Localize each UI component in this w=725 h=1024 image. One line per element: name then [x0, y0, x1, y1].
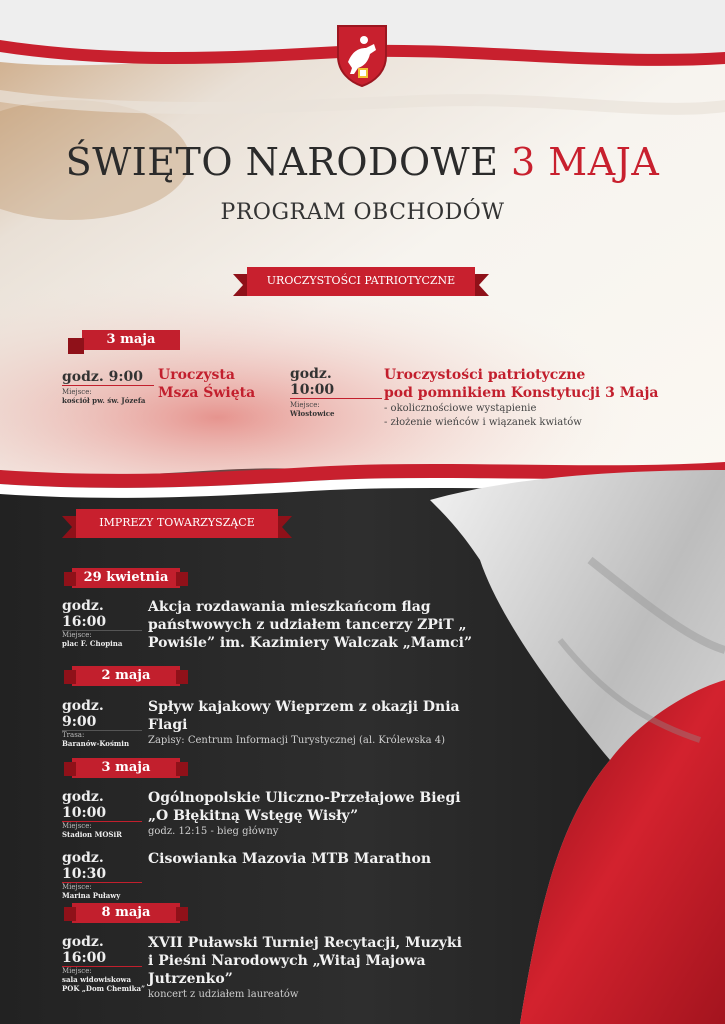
date-badge: 8 maja: [72, 903, 180, 923]
event-title: [148, 789, 478, 839]
event-note: koncert z udziałem laureatów: [148, 989, 299, 1000]
date-badge-tail: [64, 907, 76, 921]
date-badge-tail: [176, 762, 188, 776]
section-ribbon-patriotic: [233, 266, 489, 306]
event-time: godz. 9:00: [62, 369, 154, 386]
place-name: plac F. Chopina: [62, 639, 123, 648]
date-badge: 3 maja: [72, 758, 180, 778]
section-ribbon-accompanying: [62, 508, 292, 548]
title-accent: 3 MAJA: [511, 140, 660, 184]
place-label: Miejsce:: [62, 883, 92, 891]
page-title: [0, 140, 725, 184]
date-badge-tail: [176, 572, 188, 586]
event-note: - okolicznościowe wystąpienie: [384, 403, 537, 414]
date-badge: 3 maja: [82, 330, 180, 350]
place-name: POK „Dom Chemika”: [62, 984, 146, 993]
date-badge-tail: [64, 572, 76, 586]
event-title-line: „O Błękitną Wstęgę Wisły”: [148, 808, 359, 824]
date-badge: 2 maja: [72, 666, 180, 686]
coat-of-arms-icon: [334, 22, 390, 88]
event-note: Zapisy: Centrum Informacji Turystycznej (al. Królewska 4): [148, 735, 445, 746]
event-title-line: Uroczystości patriotyczne: [384, 367, 586, 383]
ribbon-label: IMPREZY TOWARZYSZĄCE: [99, 516, 255, 529]
event-item: [62, 850, 482, 900]
place-label: Miejsce:: [62, 822, 92, 830]
event-title-line: Msza Święta: [158, 385, 256, 401]
event-title-line: Uroczysta: [158, 367, 235, 383]
event-item: [62, 789, 482, 839]
event-title: [148, 850, 478, 868]
event-time: godz. 16:00: [62, 934, 142, 967]
place-name: kościół pw. św. Józefa: [62, 396, 146, 405]
place-label: Miejsce:: [62, 967, 92, 975]
event-time: godz. 10:00: [290, 366, 382, 399]
event-time: godz. 10:30: [62, 850, 142, 883]
event-title: [148, 598, 478, 652]
date-badge-tail: [68, 338, 84, 354]
date-badge: 29 kwietnia: [72, 568, 180, 588]
event-title: [148, 698, 493, 748]
place-label: Trasa:: [62, 731, 85, 739]
event-title: [384, 366, 684, 430]
date-badge-tail: [176, 907, 188, 921]
event-title-line: pod pomnikiem Konstytucji 3 Maja: [384, 385, 659, 401]
place-name: Włostowice: [290, 409, 335, 418]
event-time: godz. 9:00: [62, 698, 142, 731]
date-badge-tail: [64, 670, 76, 684]
place-label: Miejsce:: [290, 401, 320, 409]
event-time: godz. 10:00: [62, 789, 142, 822]
page-subtitle: PROGRAM OBCHODÓW: [220, 200, 505, 225]
title-main: ŚWIĘTO NARODOWE: [65, 140, 499, 184]
event-item: [62, 366, 272, 405]
event-title: [148, 934, 500, 1002]
event-title-line: Spływ kajakowy Wieprzem z okazji Dnia Flagi: [148, 699, 460, 733]
place-name: Marina Puławy: [62, 891, 121, 900]
event-title-line: Powiśle” im. Kazimiery Walczak „Mamci”: [148, 635, 473, 651]
place-name: Stadion MOSiR: [62, 830, 122, 839]
event-title-line: państwowych z udziałem tancerzy ZPiT „: [148, 617, 467, 633]
event-time: godz. 16:00: [62, 598, 142, 631]
event-title-line: Ogólnopolskie Uliczno-Przełajowe Biegi: [148, 790, 461, 806]
event-title-line: i Pieśni Narodowych „Witaj Majowa Jutrzenko”: [148, 953, 426, 987]
event-title-line: Akcja rozdawania mieszkańcom flag: [148, 599, 431, 615]
event-title-line: XVII Puławski Turniej Recytacji, Muzyki: [148, 935, 462, 951]
event-item: [62, 598, 482, 651]
event-item: [62, 698, 492, 748]
ribbon-label: UROCZYSTOŚCI PATRIOTYCZNE: [266, 274, 456, 287]
event-title: [158, 366, 298, 402]
place-label: Miejsce:: [62, 631, 92, 639]
place-name: Baranów-Kośmin: [62, 739, 130, 748]
event-item: [62, 934, 502, 1000]
event-note: godz. 12:15 - bieg główny: [148, 826, 279, 837]
event-title-line: Cisowianka Mazovia MTB Marathon: [148, 851, 432, 867]
event-note: - złożenie wieńców i wiązanek kwiatów: [384, 417, 582, 428]
date-badge-tail: [64, 762, 76, 776]
event-item: [290, 366, 690, 428]
place-name: sala widowiskowa: [62, 975, 132, 984]
date-badge-tail: [176, 670, 188, 684]
place-label: Miejsce:: [62, 388, 92, 396]
